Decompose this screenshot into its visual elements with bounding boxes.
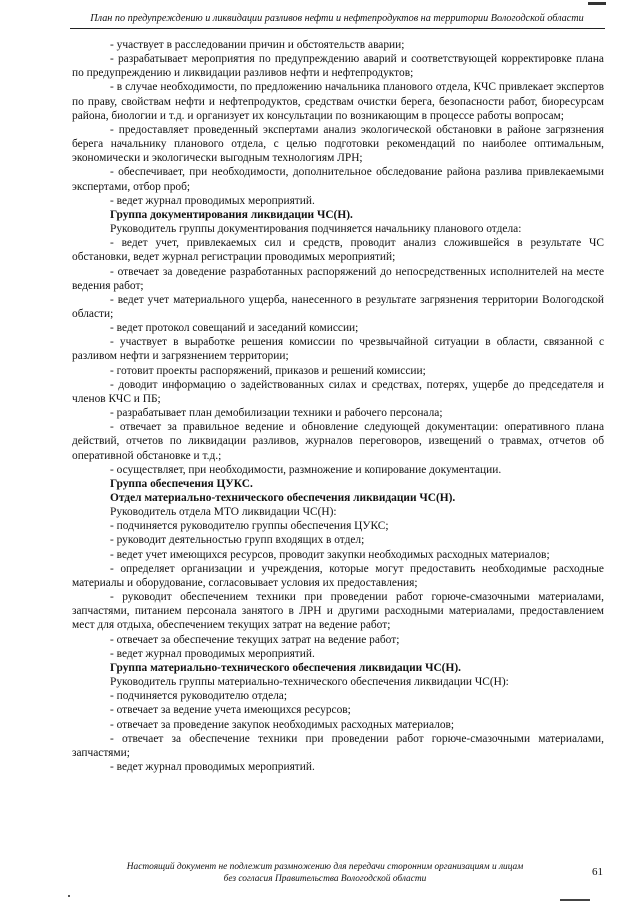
paragraph: - отвечает за обеспечение текущих затрат на ведение работ; [110, 633, 400, 646]
paragraph: - доводит информацию о задействованных силах и средствах, потерях, ущербе до председателя и членов КЧС и ПБ; [72, 378, 604, 405]
paragraph: - руководит деятельностью групп входящих в отдел; [110, 534, 365, 547]
paragraph: - участвует в расследовании причин и обстоятельств аварии; [110, 39, 405, 51]
paragraph: - определяет организации и учреждения, которые могут предоставить необходимые расходные материалы и оборудование, согласовывает условия их предоставления; [72, 562, 604, 589]
paragraph: - ведет журнал проводимых мероприятий. [110, 194, 315, 207]
paragraph: - готовит проекты распоряжений, приказов и решений комиссии; [110, 364, 426, 377]
paragraph: - предоставляет проведенный экспертами анализ экологической обстановки в районе загрязнения берега начальнику планового отдела, с целью подготовки рекомендаций по наиболее оптимальным, экономически и экологически выгодным технологиям ЛРН; [72, 123, 604, 165]
paragraph: - ведет учет материального ущерба, нанесенного в результате загрязнения территории Вологодской области; [72, 293, 604, 320]
paragraph: - участвует в выработке решения комиссии по чрезвычайной ситуации в области, связанной с разливом нефти и загрязнением территории; [72, 336, 604, 363]
paragraph: - отвечает за доведение разработанных распоряжений до непосредственных исполнителей на месте ведения работ; [72, 265, 604, 292]
header-divider [70, 28, 605, 29]
paragraph: - подчиняется руководителю отдела; [110, 690, 288, 703]
paragraph: - осуществляет, при необходимости, размножение и копирование документации. [110, 463, 502, 476]
page-header: План по предупреждению и ликвидации разливов нефти и нефтепродуктов на территории Вологодской области [90, 13, 584, 24]
paragraph: Руководитель группы документирования подчиняется начальнику планового отдела: [110, 223, 522, 236]
paragraph: - ведет протокол совещаний и заседаний комиссии; [110, 322, 359, 335]
paragraph: Руководитель группы материально-технического обеспечения ликвидации ЧС(Н): [110, 676, 509, 689]
paragraph: - отвечает за проведение закупок необходимых расходных материалов; [110, 718, 455, 731]
paragraph: - ведет учет имеющихся ресурсов, проводит закупки необходимых расходных материалов; [110, 548, 550, 561]
section-heading: Группа материально-технического обеспечения ликвидации ЧС(Н). [110, 661, 461, 674]
paragraph: Руководитель отдела МТО ликвидации ЧС(Н): [110, 506, 337, 519]
paragraph: - подчиняется руководителю группы обеспечения ЦУКС; [110, 520, 389, 533]
section-heading: Группа обеспечения ЦУКС. [110, 477, 253, 490]
paragraph: - разрабатывает план демобилизации техники и рабочего персонала; [110, 407, 443, 420]
paragraph: - ведет журнал проводимых мероприятий. [110, 760, 315, 773]
page-number: 61 [592, 866, 603, 878]
paragraph: - в случае необходимости, по предложению начальника планового отдела, КЧС привлекает экспертов по праву, свойствам нефти и нефтепродуктов, средствам очистки берега, безопасности работ, биоресурсам района, биологии и т.д. и организует их консультации по возникающим в процессе работы вопросам; [72, 81, 604, 122]
footer-notice-line-2: без согласия Правительства Вологодской области [223, 874, 427, 884]
paragraph: - ведет учет, привлекаемых сил и средств, проводит анализ сложившейся в результате ЧС обстановки, ведет журнал регистрации проводимых мероприятий; [72, 237, 604, 264]
section-heading: Группа документирования ликвидации ЧС(Н). [110, 208, 353, 221]
paragraph: - руководит обеспечением техники при проведении работ горюче-смазочными материалами, запчастями, питанием персонала занятого в ЛРН и другими расходными материалами, предоставлением мест для отдыха, обеспечением текущих затрат на ведение работ; [72, 591, 604, 632]
paragraph: - отвечает за правильное ведение и обновление следующей документации: оперативного плана действий, отчетов по ликвидации разливов, журналов переговоров, извещений о травмах, отчетов об оперативной обстановке и т.д.; [72, 421, 604, 462]
section-heading: Отдел материально-технического обеспечения ликвидации ЧС(Н). [110, 492, 456, 504]
paragraph: - разрабатывает мероприятия по предупреждению аварий и соответствующей корректировке плана по предупреждению и ликвидации разливов нефти и нефтепродуктов; [72, 53, 604, 80]
paragraph: - отвечает за обеспечение техники при проведении работ горюче-смазочными материалами, запчастями; [72, 732, 604, 759]
footer-notice-line-1: Настоящий документ не подлежит размножению для передачи сторонним организациям и лицам [126, 862, 524, 872]
scan-mark-bottom [560, 899, 590, 901]
paragraph: - отвечает за ведение учета имеющихся ресурсов; [110, 704, 351, 717]
paragraph: - ведет журнал проводимых мероприятий. [110, 647, 315, 660]
paragraph: - обеспечивает, при необходимости, дополнительное обследование района разлива привлекаемыми экспертами, отбор проб; [72, 166, 604, 193]
page-footer [80, 861, 570, 885]
scan-dot [68, 895, 70, 897]
document-body [72, 38, 604, 774]
scan-mark [588, 2, 606, 5]
